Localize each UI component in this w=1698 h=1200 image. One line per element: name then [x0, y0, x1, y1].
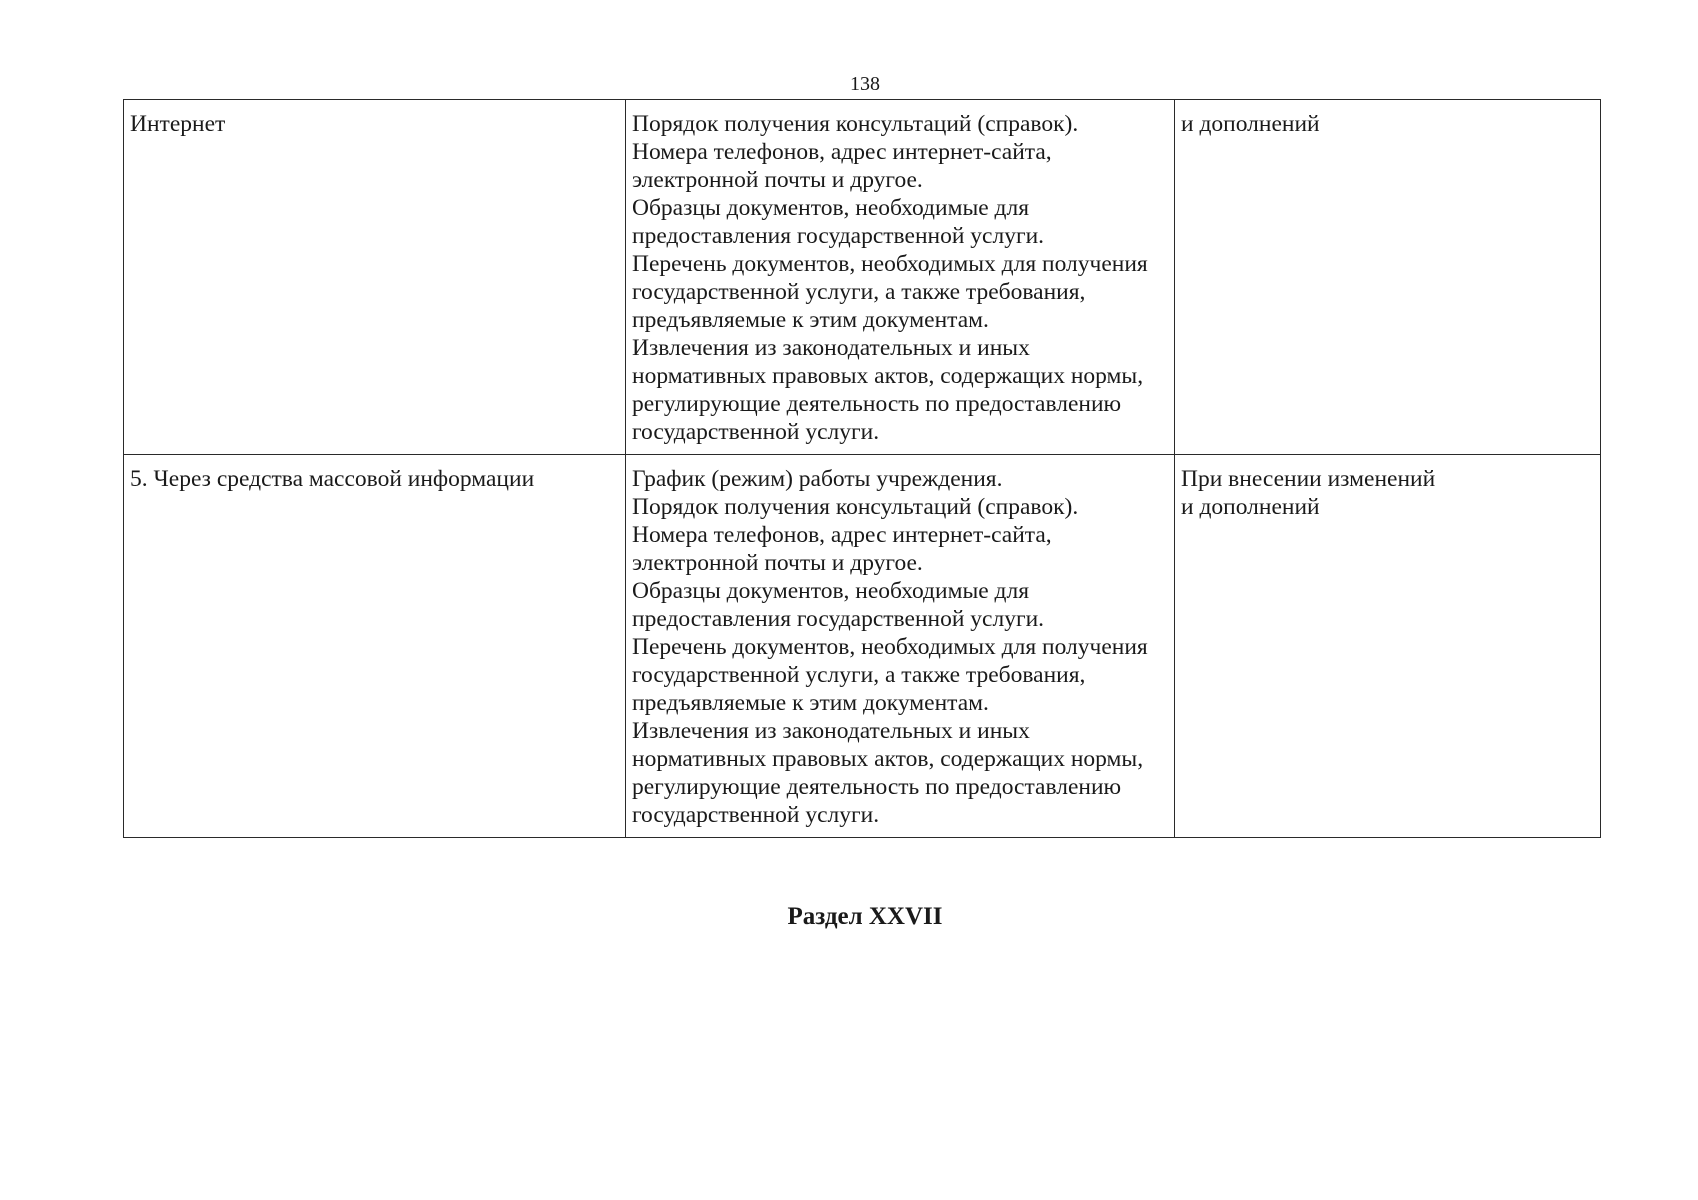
update-lines [1181, 465, 1594, 521]
content-line: Порядок получения консультаций (справок). [632, 111, 1079, 137]
update-cell [1175, 455, 1601, 838]
content-line: нормативных правовых актов, содержащих нормы, [632, 746, 1144, 772]
content-line: Номера телефонов, адрес интернет-сайта, [632, 522, 1052, 548]
content-line: Извлечения из законодательных и иных [632, 335, 1030, 361]
page-number: 138 [850, 73, 880, 95]
update-lines [1181, 110, 1594, 138]
content-line: Образцы документов, необходимые для [632, 195, 1030, 221]
content-line: государственной услуги. [632, 419, 880, 445]
content-line: регулирующие деятельность по предоставлению [632, 391, 1122, 417]
content-line: государственной услуги, а также требования, [632, 662, 1086, 688]
channel-cell [124, 100, 626, 455]
channel-text: Интернет [130, 111, 226, 137]
content-line: Образцы документов, необходимые для [632, 578, 1030, 604]
update-line: и дополнений [1181, 494, 1320, 520]
content-line: предоставления государственной услуги. [632, 223, 1045, 249]
content-line: регулирующие деятельность по предоставлению [632, 774, 1122, 800]
content-line: предоставления государственной услуги. [632, 606, 1045, 632]
content-line: государственной услуги. [632, 802, 880, 828]
content-line: нормативных правовых актов, содержащих нормы, [632, 363, 1144, 389]
content-cell [626, 455, 1175, 838]
content-line: Извлечения из законодательных и иных [632, 718, 1030, 744]
table-row [124, 100, 1601, 455]
content-cell [626, 100, 1175, 455]
content-line: электронной почты и другое. [632, 550, 923, 576]
content-line: предъявляемые к этим документам. [632, 307, 989, 333]
content-line: государственной услуги, а также требования, [632, 279, 1086, 305]
content-line: электронной почты и другое. [632, 167, 923, 193]
channel-cell [124, 455, 626, 838]
update-cell [1175, 100, 1601, 455]
channel-text: 5. Через средства массовой информации [130, 466, 535, 492]
section-heading: Раздел XXVII [787, 903, 943, 930]
update-line: и дополнений [1181, 111, 1320, 137]
content-line: предъявляемые к этим документам. [632, 690, 989, 716]
content-line: Номера телефонов, адрес интернет-сайта, [632, 139, 1052, 165]
table-row [124, 455, 1601, 838]
content-line: Порядок получения консультаций (справок). [632, 494, 1079, 520]
content-line: График (режим) работы учреждения. [632, 466, 1003, 492]
update-line: При внесении изменений [1181, 466, 1436, 492]
info-table [123, 99, 1601, 838]
content-lines [632, 465, 1168, 829]
content-line: Перечень документов, необходимых для получения [632, 634, 1148, 660]
content-lines [632, 110, 1168, 446]
content-line: Перечень документов, необходимых для получения [632, 251, 1148, 277]
